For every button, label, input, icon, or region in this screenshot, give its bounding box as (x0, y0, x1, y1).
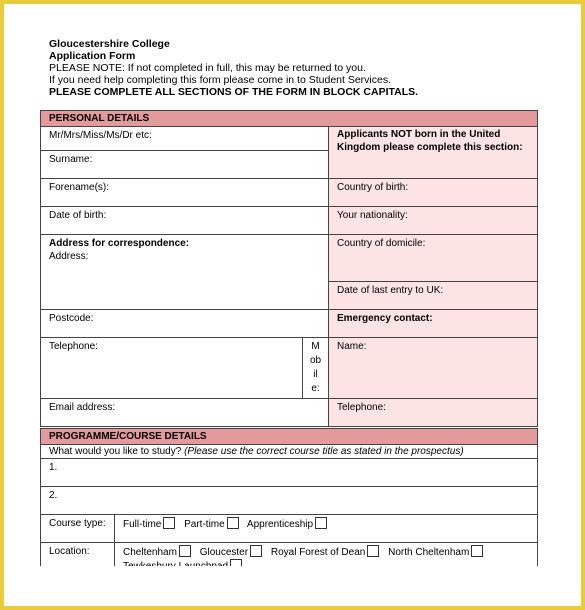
country-of-domicile-field[interactable]: Country of domicile: (329, 235, 538, 282)
telephone-field[interactable]: Telephone: (41, 338, 303, 399)
forenames-field[interactable]: Forename(s): (41, 179, 329, 207)
part-time-label: Part-time (184, 519, 225, 530)
notice-text: PLEASE NOTE: If not completed in full, this may be returned to you. (49, 62, 366, 74)
option-part-time[interactable] (184, 519, 245, 530)
option-apprenticeship[interactable] (247, 519, 333, 530)
north-cheltenham-label: North Cheltenham (388, 547, 470, 558)
option-royal-forest-of-dean[interactable] (271, 547, 386, 558)
full-time-label: Full-time (123, 519, 162, 530)
date-of-birth-field[interactable]: Date of birth: (41, 207, 329, 235)
option-cheltenham[interactable] (123, 547, 197, 558)
gloucester-checkbox[interactable] (250, 545, 262, 557)
location-label: Location: (41, 543, 115, 576)
surname-field[interactable]: Surname: (41, 151, 329, 179)
college-name: Gloucestershire College (49, 38, 170, 50)
personal-details-header: PERSONAL DETAILS (41, 111, 538, 127)
cheltenham-label: Cheltenham (123, 547, 177, 558)
date-of-last-entry-field[interactable]: Date of last entry to UK: (329, 282, 538, 310)
full-time-checkbox[interactable] (163, 517, 175, 529)
address-heading: Address for correspondence: (49, 238, 190, 249)
course-type-label: Course type: (41, 515, 115, 543)
option-full-time[interactable] (123, 519, 181, 530)
apprenticeship-checkbox[interactable] (315, 517, 327, 529)
part-time-checkbox[interactable] (227, 517, 239, 529)
mobile-field[interactable] (303, 338, 329, 399)
study-question (41, 445, 538, 459)
address-label: Address: (49, 251, 89, 262)
royal-forest-of-dean-checkbox[interactable] (367, 545, 379, 557)
block-capitals-instruction: PLEASE COMPLETE ALL SECTIONS OF THE FORM IN BLOCK CAPITALS. (49, 86, 419, 98)
postcode-field[interactable]: Postcode: (41, 310, 329, 338)
address-field[interactable] (41, 235, 329, 310)
option-north-cheltenham[interactable] (388, 547, 489, 558)
emergency-telephone-field[interactable]: Telephone: (329, 399, 538, 427)
help-text: If you need help completing this form please come in to Student Services. (49, 74, 392, 86)
emergency-contact-heading: Emergency contact: (329, 310, 538, 338)
study-question-text: What would you like to study? (49, 446, 182, 457)
north-cheltenham-checkbox[interactable] (471, 545, 483, 557)
study-question-hint: (Please use the correct course title as stated in the prospectus) (184, 446, 464, 457)
course-type-options (115, 515, 538, 543)
apprenticeship-label: Apprenticeship (246, 519, 314, 530)
programme-details-table (40, 428, 538, 576)
course-choice-2[interactable]: 2. (41, 487, 538, 515)
email-field[interactable]: Email address: (41, 399, 329, 427)
personal-details-table (40, 110, 538, 427)
course-choice-1[interactable]: 1. (41, 459, 538, 487)
gloucester-label: Gloucester (199, 547, 249, 558)
option-gloucester[interactable] (200, 547, 268, 558)
cheltenham-checkbox[interactable] (179, 545, 191, 557)
emergency-name-field[interactable]: Name: (329, 338, 538, 399)
mobile-label: Mobile: (309, 341, 322, 394)
nationality-field[interactable]: Your nationality: (329, 207, 538, 235)
country-of-birth-field[interactable]: Country of birth: (329, 179, 538, 207)
form-title: Application Form (49, 50, 136, 62)
non-uk-section-heading: Applicants NOT born in the United Kingdom please complete this section: (329, 127, 538, 179)
title-field[interactable]: Mr/Mrs/Miss/Ms/Dr etc: (41, 127, 329, 151)
programme-details-header: PROGRAMME/COURSE DETAILS (41, 429, 538, 445)
page-cutoff (4, 566, 581, 606)
royal-forest-of-dean-label: Royal Forest of Dean (270, 547, 366, 558)
